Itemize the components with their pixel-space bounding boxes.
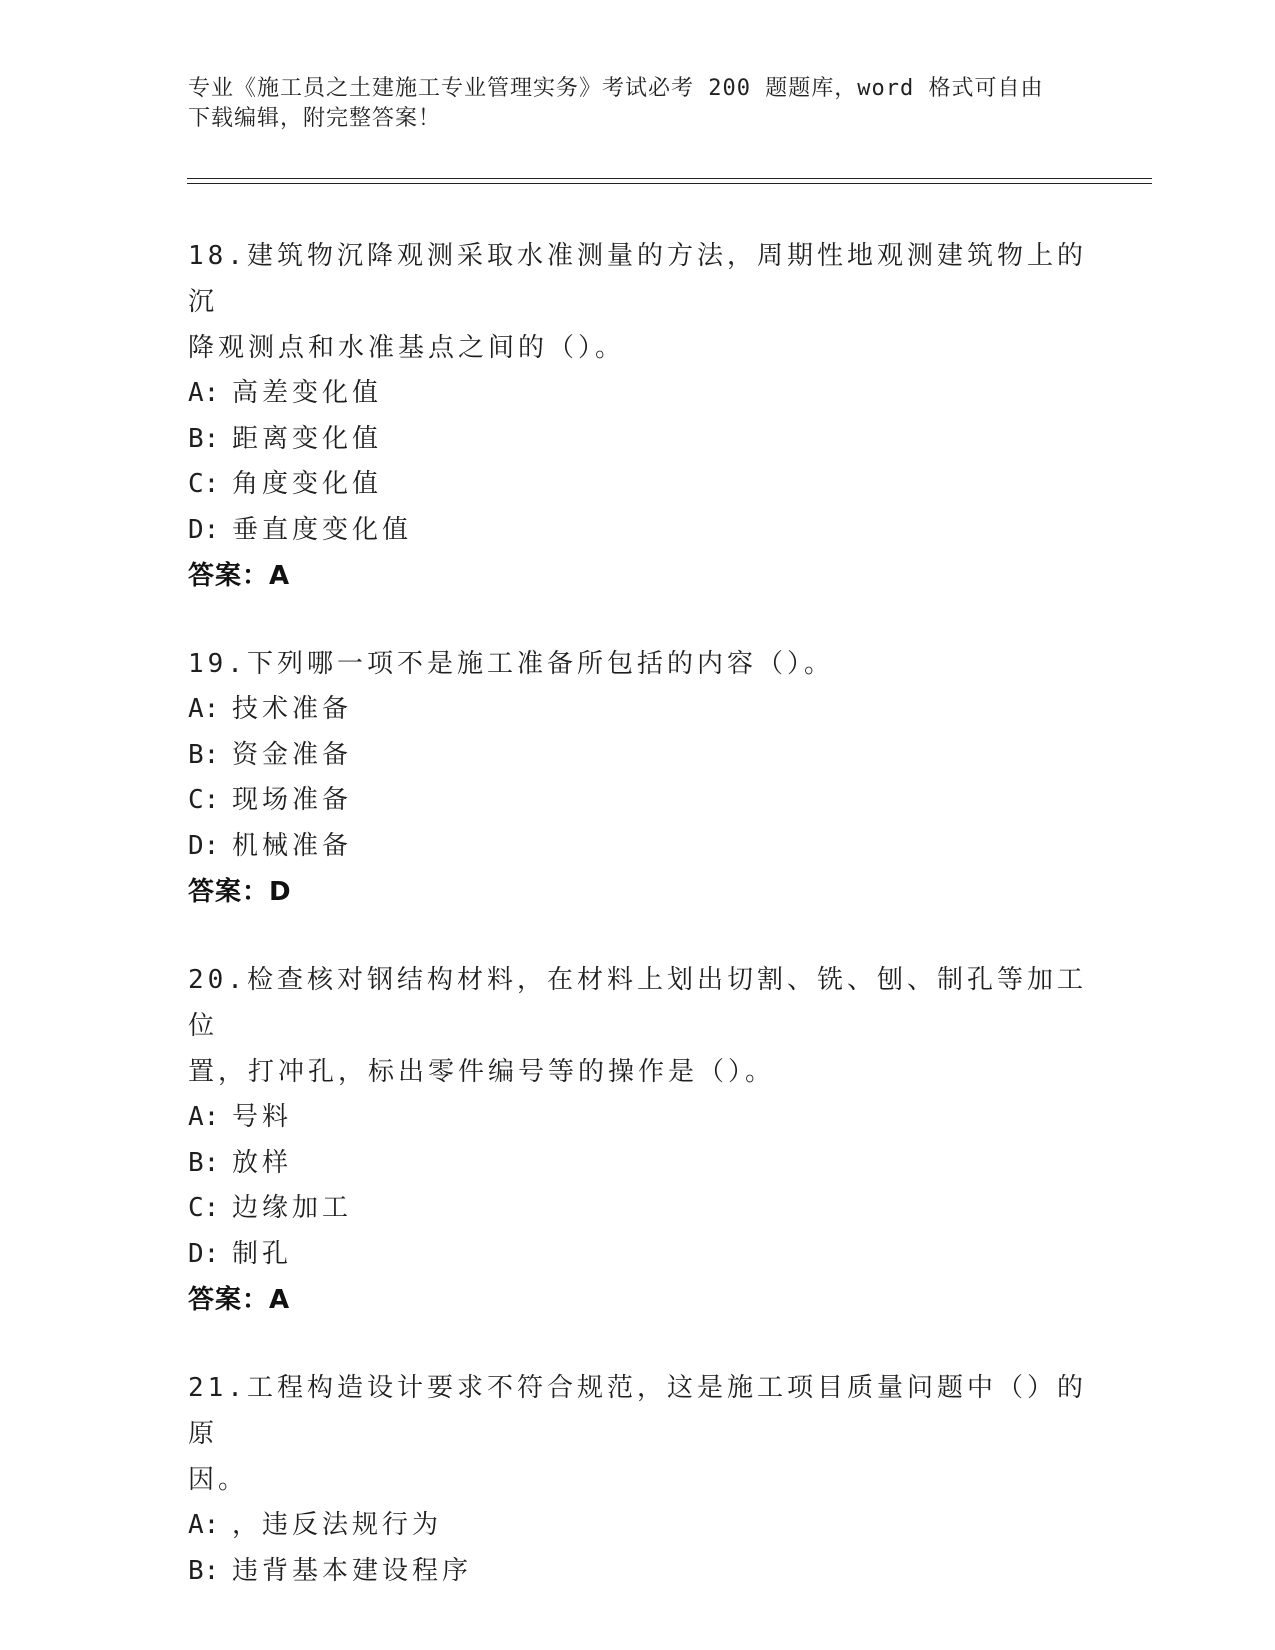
question-19: [188, 641, 1088, 915]
option-letter: A:: [188, 1510, 220, 1540]
option-letter: B:: [188, 1555, 220, 1586]
header-line-1: 专业《施工员之土建施工专业管理实务》考试必考 200 题题库，word 格式可自由: [188, 76, 1044, 101]
option-letter: C:: [188, 785, 220, 815]
option-letter: A:: [188, 1102, 220, 1132]
option-text: 现场准备: [232, 785, 353, 815]
option-d: [188, 824, 1088, 870]
stem-line: 19.下列哪一项不是施工准备所包括的内容（）。: [188, 649, 834, 679]
option-b: [188, 417, 1088, 463]
option-letter: B:: [188, 739, 220, 770]
option-letter: D:: [188, 1238, 220, 1269]
question-stem: [188, 233, 1088, 371]
option-a: [188, 687, 1088, 733]
question-20: [188, 957, 1088, 1323]
stem-line: 20.检查核对钢结构材料，在材料上划出切割、铣、刨、制孔等加工位: [188, 965, 1087, 1041]
option-text: 制孔: [232, 1238, 293, 1269]
option-text: 资金准备: [232, 739, 353, 770]
option-letter: A:: [188, 694, 220, 724]
document-header: [188, 74, 1068, 134]
option-text: 违背基本建设程序: [232, 1555, 473, 1586]
option-text: ，违反法规行为: [232, 1510, 443, 1540]
option-text: 放样: [232, 1147, 293, 1178]
option-a: [188, 1095, 1088, 1141]
header-divider-bottom: [187, 183, 1152, 184]
option-c: [188, 778, 1088, 824]
option-letter: A:: [188, 378, 220, 408]
stem-line: 置，打冲孔，标出零件编号等的操作是（）。: [188, 1057, 776, 1087]
option-c: [188, 462, 1088, 508]
option-c: [188, 1186, 1088, 1232]
answer-line: 答案：A: [188, 561, 291, 591]
question-stem: [188, 957, 1088, 1095]
option-text: 号料: [232, 1102, 293, 1132]
option-text: 技术准备: [232, 694, 353, 724]
option-text: 垂直度变化值: [232, 514, 413, 545]
option-letter: D:: [188, 514, 220, 545]
header-divider-top: [187, 178, 1152, 179]
option-d: [188, 508, 1088, 554]
option-text: 角度变化值: [232, 469, 383, 499]
answer-line: 答案：D: [188, 877, 292, 907]
option-b: [188, 1141, 1088, 1187]
option-letter: B:: [188, 1147, 220, 1178]
question-stem: [188, 1365, 1088, 1503]
question-21: [188, 1365, 1088, 1594]
option-a: [188, 371, 1088, 417]
option-b: [188, 733, 1088, 779]
option-letter: B:: [188, 423, 220, 454]
option-letter: D:: [188, 830, 220, 861]
option-text: 边缘加工: [232, 1193, 353, 1223]
option-b: [188, 1549, 1088, 1595]
stem-line: 降观测点和水准基点之间的（）。: [188, 333, 626, 363]
header-line-2: 下载编辑，附完整答案！: [188, 106, 442, 131]
option-letter: C:: [188, 1193, 220, 1223]
stem-line: 因。: [188, 1465, 249, 1495]
stem-line: 21.工程构造设计要求不符合规范，这是施工项目质量问题中（）的原: [188, 1373, 1087, 1449]
option-letter: C:: [188, 469, 220, 499]
option-text: 距离变化值: [232, 423, 383, 454]
stem-line: 18.建筑物沉降观测采取水准测量的方法，周期性地观测建筑物上的沉: [188, 241, 1087, 317]
answer-line: 答案：A: [188, 1285, 291, 1315]
option-d: [188, 1232, 1088, 1278]
option-text: 高差变化值: [232, 378, 383, 408]
question-18: [188, 233, 1088, 599]
option-a: [188, 1503, 1088, 1549]
question-stem: [188, 641, 1088, 687]
question-list: [188, 233, 1088, 1636]
option-text: 机械准备: [232, 830, 353, 861]
